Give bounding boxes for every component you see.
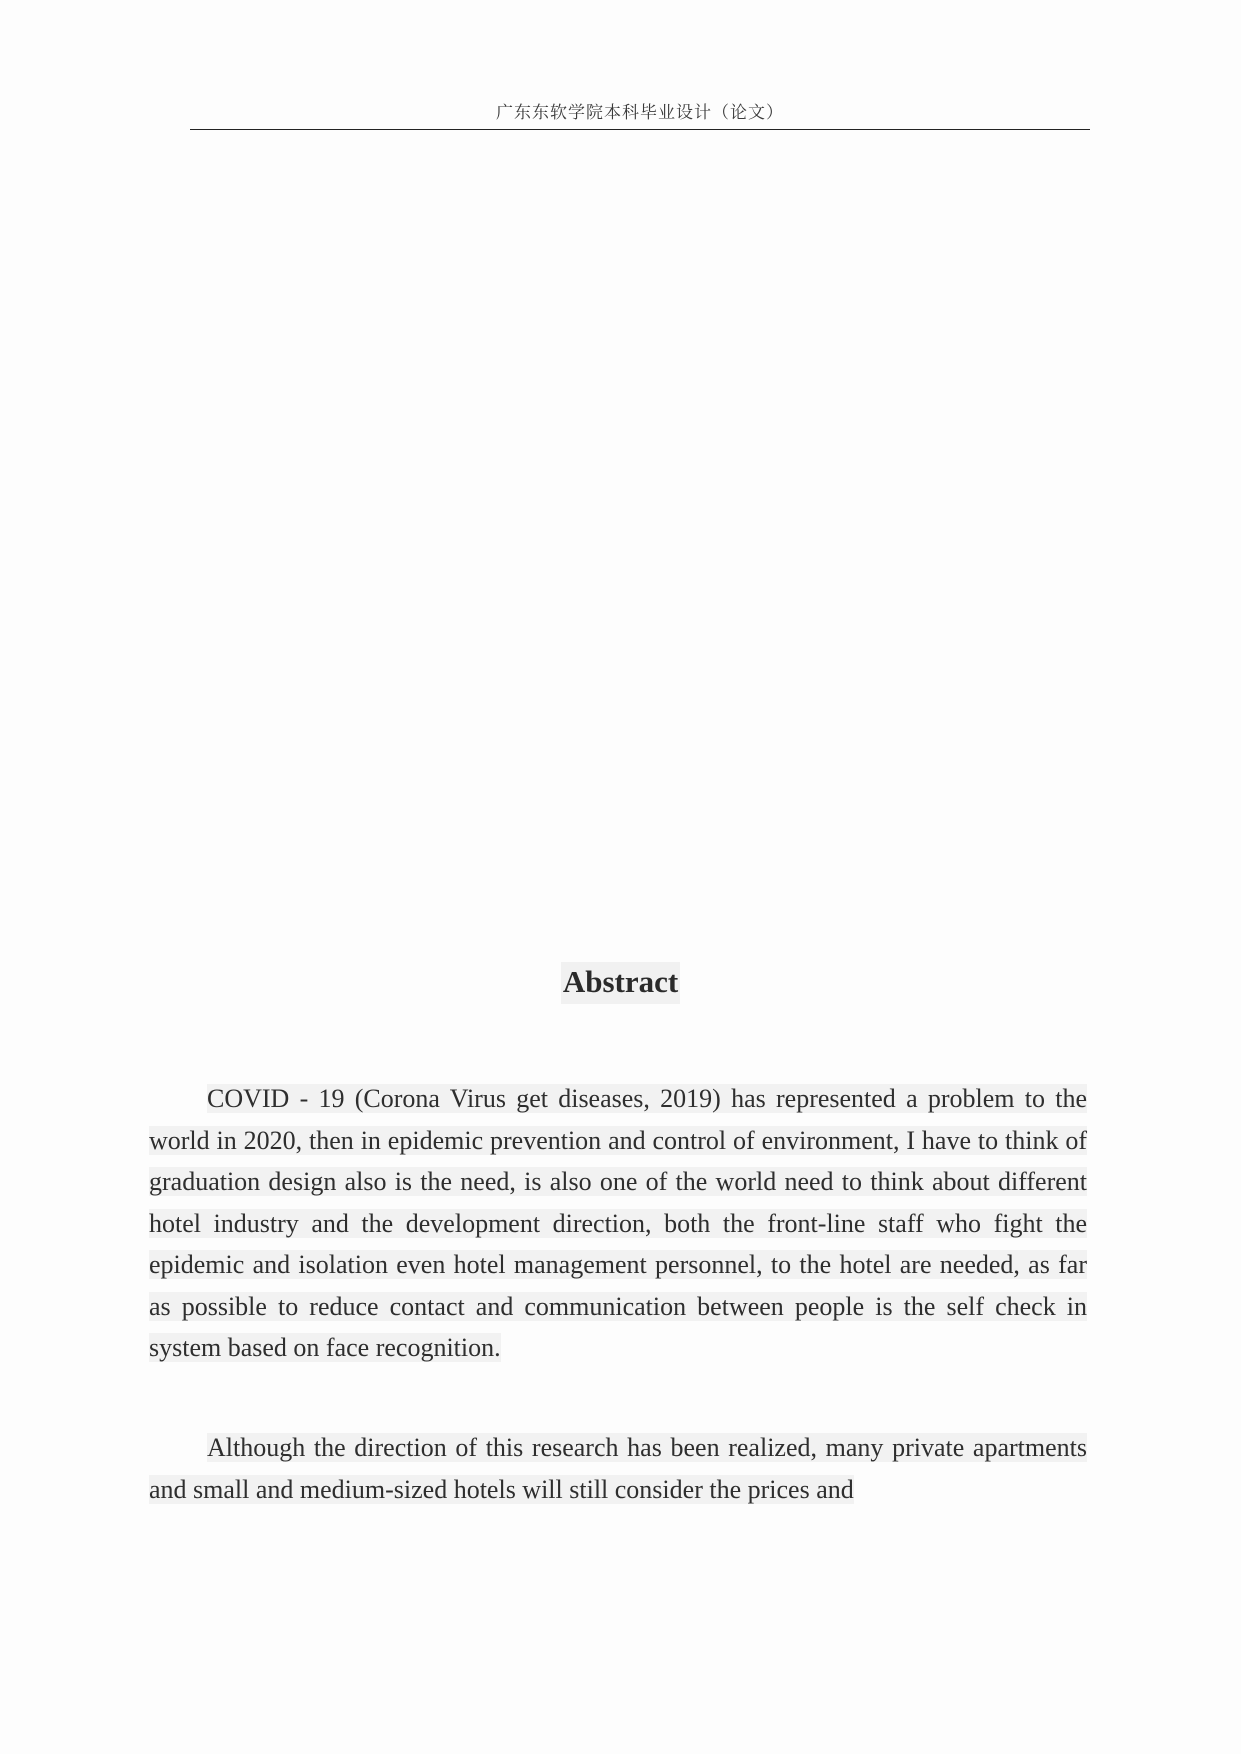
abstract-paragraph-1 [149, 1078, 1087, 1369]
abstract-paragraph-1-text: COVID - 19 (Corona Virus get diseases, 2019) has represented a problem to the world in 2020, then in epidemic prevention and control of environment, I have to think of graduation design also is the need, is also one of the world need to think about different hotel industry and the development direction, both the front-line staff who fight the epidemic and isolation even hotel management personnel, to the hotel are needed, as far as possible to reduce contact and communication between people is the self check in system based on face recognition. [149, 1084, 1087, 1362]
header-rule [190, 129, 1090, 130]
abstract-heading-container [0, 962, 1241, 1004]
abstract-heading: Abstract [561, 962, 680, 1004]
abstract-paragraph-2-text: Although the direction of this research has been realized, many private apartments and small and medium-sized hotels will still consider the prices and [149, 1433, 1087, 1504]
abstract-paragraph-2 [149, 1427, 1087, 1510]
running-header: 广东东软学院本科毕业设计（论文） [496, 103, 784, 123]
